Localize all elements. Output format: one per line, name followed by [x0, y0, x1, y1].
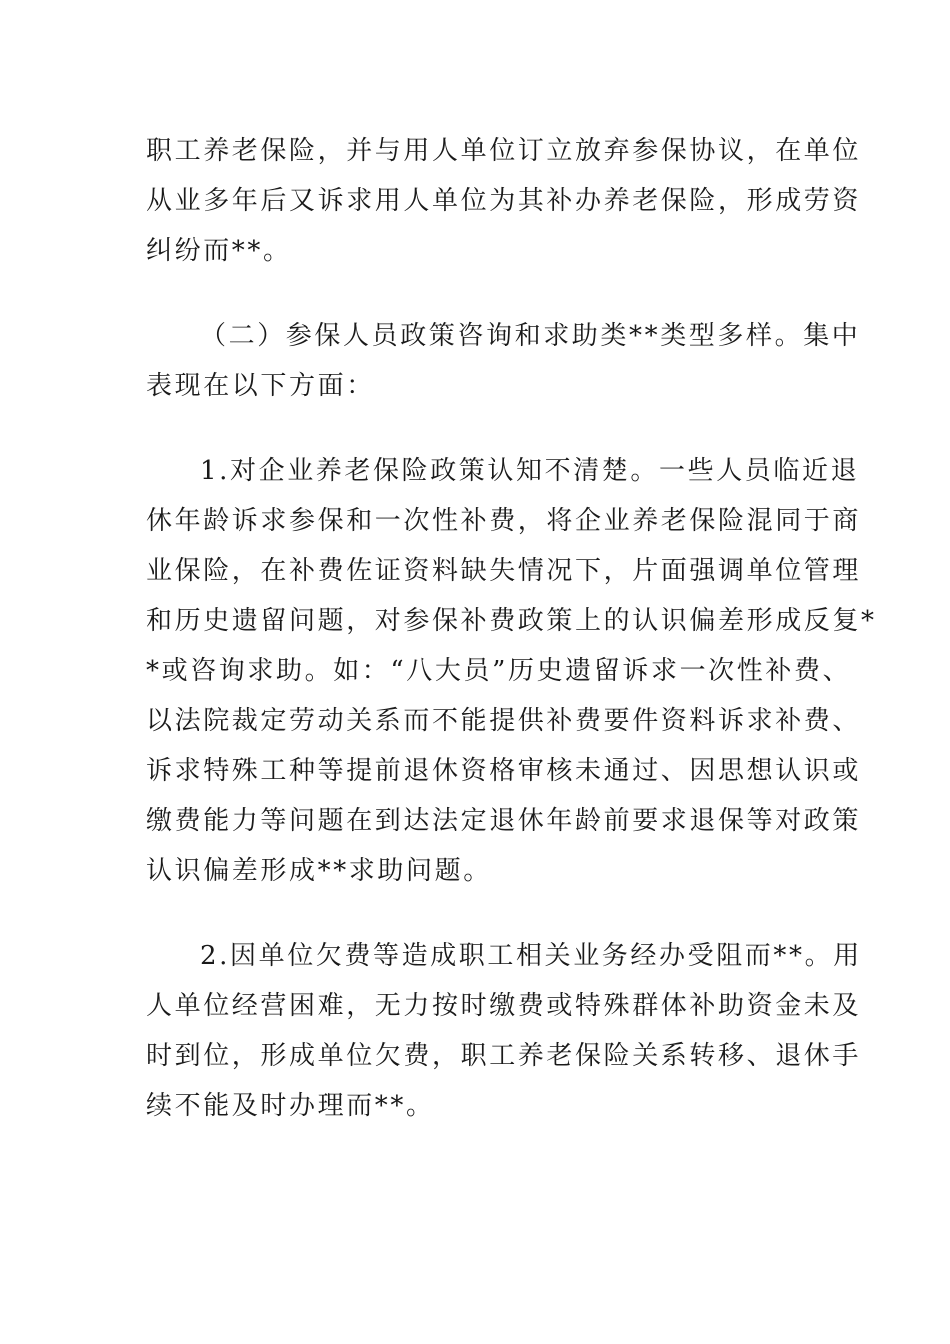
text-line: 职工养老保险，并与用人单位订立放弃参保协议，在单位 — [146, 136, 862, 166]
text-line: 休年龄诉求参保和一次性补费，将企业养老保险混同于商 — [146, 506, 862, 536]
text-line: 缴费能力等问题在到达法定退休年龄前要求退保等对政策 — [146, 806, 862, 836]
paragraph-item-1 — [146, 446, 877, 896]
text-line: 业保险，在补费佐证资料缺失情况下，片面强调单位管理 — [146, 556, 862, 586]
text-line: （二）参保人员政策咨询和求助类**类型多样。集中 — [200, 321, 861, 351]
section-heading-paragraph — [146, 311, 861, 411]
paragraph-item-2 — [146, 931, 862, 1131]
text-line: 从业多年后又诉求用人单位为其补办养老保险，形成劳资 — [146, 186, 862, 216]
text-line: 2.因单位欠费等造成职工相关业务经办受阻而**。用 — [200, 941, 862, 971]
text-line: 诉求特殊工种等提前退休资格审核未通过、因思想认识或 — [146, 756, 862, 786]
text-line: 认识偏差形成**求助问题。 — [146, 856, 492, 886]
text-line: 以法院裁定劳动关系而不能提供补费要件资料诉求补费、 — [146, 706, 862, 736]
text-line: 表现在以下方面： — [146, 371, 375, 401]
text-line: 人单位经营困难，无力按时缴费或特殊群体补助资金未及 — [146, 991, 862, 1021]
text-line: *或咨询求助。如：“八大员”历史遗留诉求一次性补费、 — [146, 656, 852, 686]
text-line: 续不能及时办理而**。 — [146, 1091, 435, 1121]
text-line: 时到位，形成单位欠费，职工养老保险关系转移、退休手 — [146, 1041, 862, 1071]
text-line: 纠纷而**。 — [146, 236, 292, 266]
text-line: 1.对企业养老保险政策认知不清楚。一些人员临近退 — [200, 456, 860, 486]
text-line: 和历史遗留问题，对参保补费政策上的认识偏差形成反复* — [146, 606, 877, 636]
paragraph-continuation — [146, 126, 862, 276]
